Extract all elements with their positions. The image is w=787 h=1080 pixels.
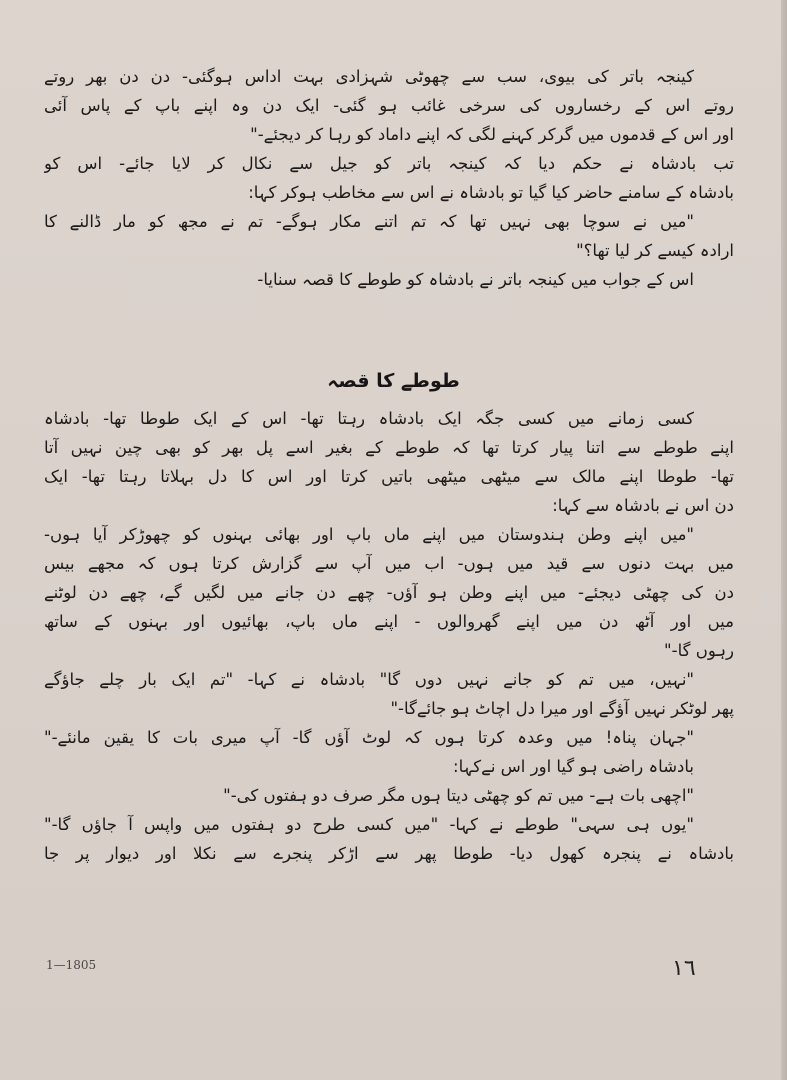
text-line: کینجہ باتر کی بیوی، سب سے چھوٹی شہزادی بہت اداس ہوگئی- دن دن بھر روتے	[44, 67, 694, 86]
text-line: اپنے طوطے سے اتنا پیار کرتا تھا کہ طوطے کے بغیر اسے پل بھر کو بھی چین نہیں آتا	[44, 438, 734, 457]
text-line: میں اور آٹھ دن میں اپنے گھروالوں - اپنے ماں باپ، بھائیوں اور بہنوں کے ساتھ	[44, 612, 734, 631]
text-line: "جہان پناہ! میں وعدہ کرتا ہوں کہ لوٹ آؤں گا- آپ میری بات کا یقین مانئے-"	[44, 728, 694, 747]
text-line: بادشاہ نے پنجرہ کھول دیا- طوطا پھر سے اڑکر پنجرے سے نکلا اور دیوار پر جا	[44, 844, 734, 863]
text-line: اس کے جواب میں کینجہ باتر نے بادشاہ کو طوطے کا قصہ سنایا-	[257, 270, 694, 289]
text-line: میں بہت دنوں سے قید میں ہوں- اب میں آپ سے گزارش کرتا ہوں کہ مجھے بیس	[44, 554, 734, 573]
top-paragraph	[44, 62, 734, 294]
text-line: "یوں ہی سہی" طوطے نے کہا- "میں کسی طرح دو ہفتوں میں واپس آ جاؤں گا-"	[44, 815, 694, 834]
text-line: رہوں گا-"	[664, 641, 734, 660]
text-line: روتے اس کے رخساروں کی سرخی غائب ہو گئی- ایک دن وہ اپنے باپ کے پاس آئی	[44, 96, 734, 115]
text-line: بادشاہ کے سامنے حاضر کیا گیا تو بادشاہ نے اس سے مخاطب ہوکر کہا:	[248, 183, 734, 202]
text-line: تب بادشاہ نے حکم دیا کہ کینجہ باتر کو جیل سے نکال کر لایا جائے- اس کو	[44, 154, 734, 173]
text-line: تھا- طوطا اپنے مالک سے میٹھی میٹھی باتیں کرتا اور اس کا دل بہلاتا رہتا تھا- ایک	[44, 467, 734, 486]
bottom-paragraph	[44, 404, 734, 868]
story-heading: طوطے کا قصہ	[327, 370, 460, 392]
text-line: دن اس نے بادشاہ سے کہا:	[552, 496, 734, 515]
text-line: پھر لوٹکر نہیں آؤگے اور میرا دل اچاٹ ہو جائےگا-"	[390, 699, 734, 718]
text-line: "اچھی بات ہے- میں تم کو چھٹی دیتا ہوں مگر صرف دو ہفتوں کی-"	[223, 786, 694, 805]
text-line: ارادہ کیسے کر لیا تھا؟"	[576, 241, 734, 260]
text-line: کسی زمانے میں کسی جگہ ایک بادشاہ رہتا تھا- اس کے ایک طوطا تھا- بادشاہ	[44, 409, 694, 428]
text-line: بادشاہ راضی ہو گیا اور اس نےکہا:	[453, 757, 694, 776]
text-line: "میں نے سوچا بھی نہیں تھا کہ تم اتنے مکار ہوگے- تم نے مجھ کو مار ڈالنے کا	[44, 212, 694, 231]
printer-signature-mark: 1—1805	[46, 958, 97, 972]
text-line: "میں اپنے وطن ہندوستان میں اپنے ماں باپ اور بھائی بہنوں کو چھوڑکر آیا ہوں-	[44, 525, 694, 544]
text-line: اور اس کے قدموں میں گرکر کہنے لگی کہ اپنے داماد کو رہا کر دیجئے-"	[250, 125, 734, 144]
page-number: ١٦	[672, 956, 696, 981]
page-edge-shadow	[781, 0, 787, 1080]
text-line: "نہیں، میں تم کو جانے نہیں دوں گا" بادشاہ نے کہا- "تم ایک بار چلے جاؤگے	[44, 670, 694, 689]
text-line: دن کی چھٹی دیجئے- میں اپنے وطن ہو آؤں- چھے دن جانے میں لگیں گے، چھے دن لوٹنے	[44, 583, 734, 602]
